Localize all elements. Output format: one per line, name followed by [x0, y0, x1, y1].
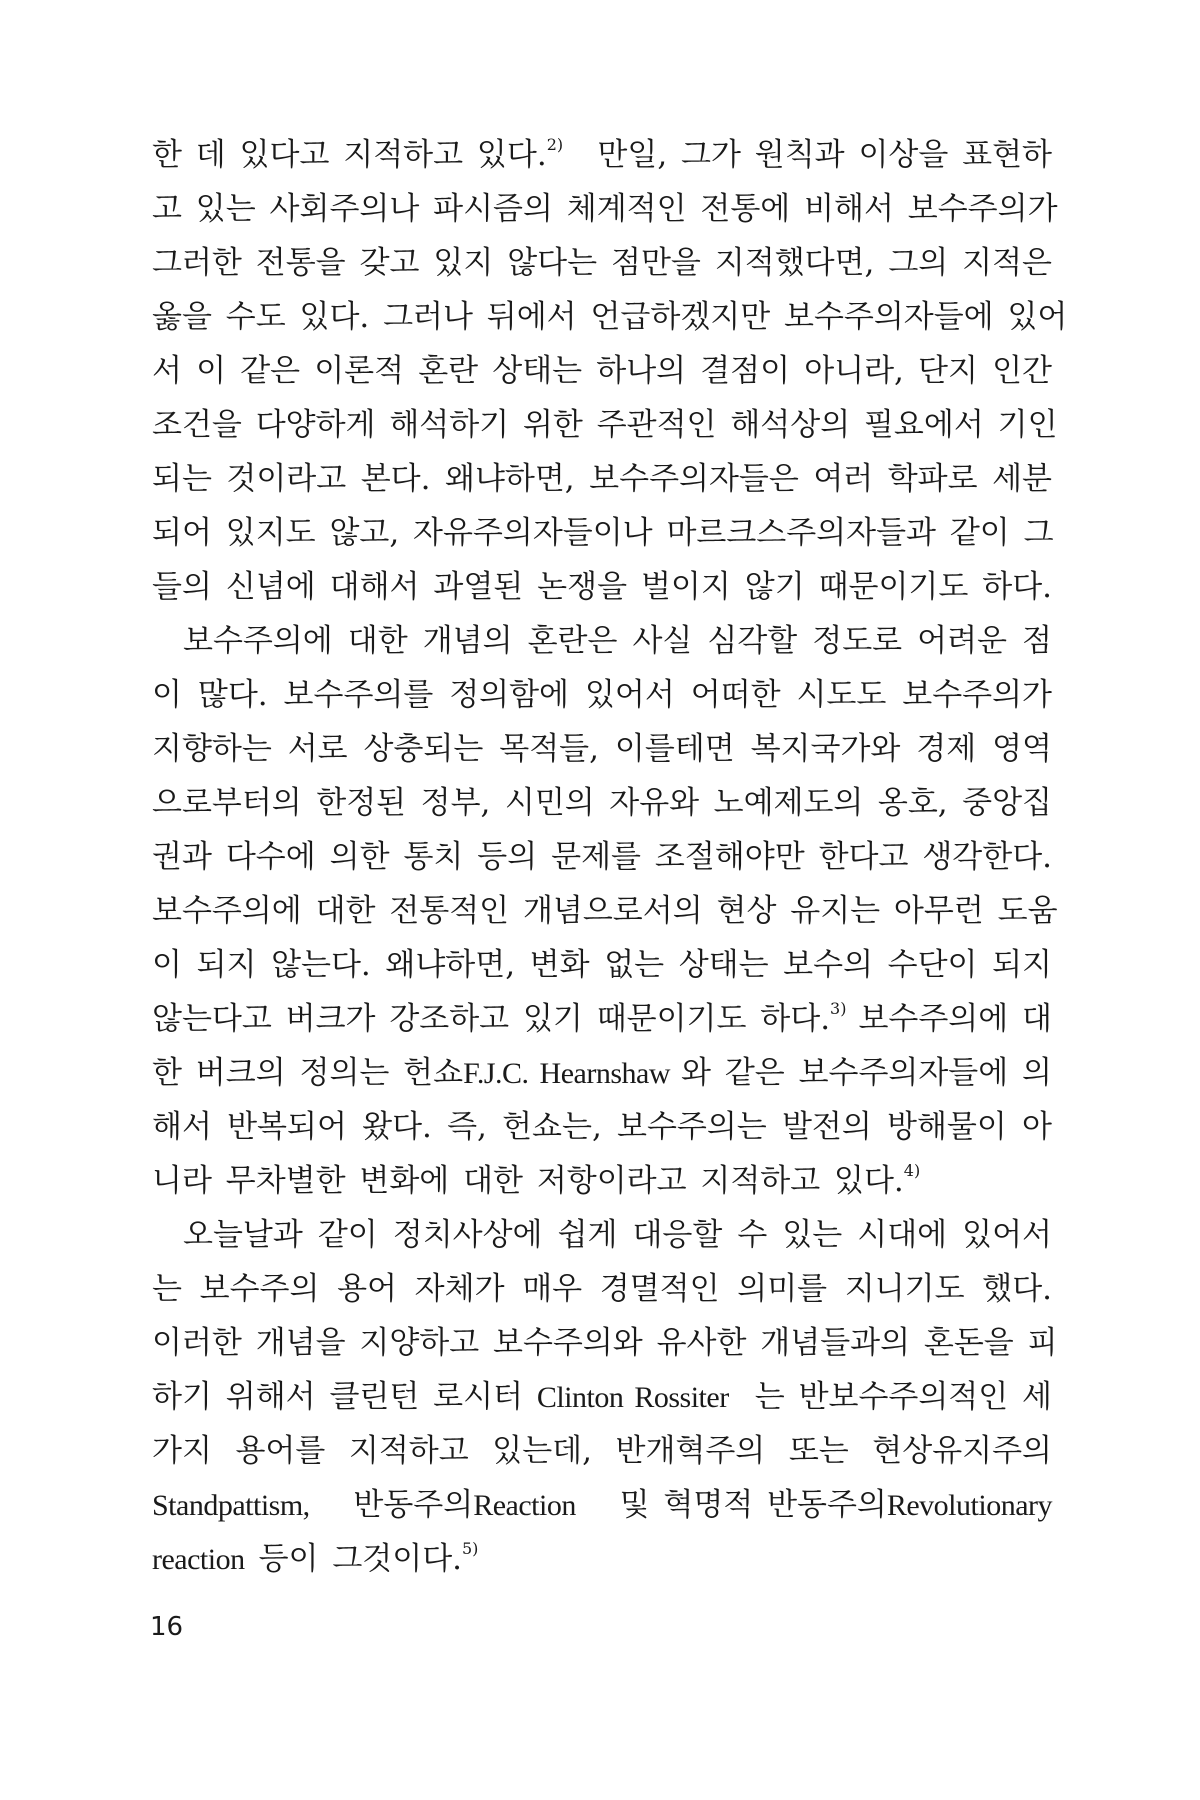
- text-line: 이러한 개념을 지양하고 보수주의와 유사한 개념들과의 혼돈을 피: [152, 1325, 1058, 1361]
- text-line: 으로부터의 한정된 정부, 시민의 자유와 노예제도의 옹호, 중앙집: [152, 785, 1052, 821]
- text-line: [152, 1532, 1052, 1586]
- text-line: 서 이 같은 이론적 혼란 상태는 하나의 결점이 아니라, 단지 인간: [152, 353, 1052, 389]
- text-line: 권과 다수에 의한 통치 등의 문제를 조절해야만 한다고 생각한다.: [152, 839, 1052, 875]
- text-line: 옳을 수도 있다. 그러나 뒤에서 언급하겠지만 보수주의자들에 있어: [152, 299, 1068, 335]
- text-fragment: 하기 위해서 클린턴 로시터: [152, 1379, 523, 1415]
- text-span: [259, 1532, 479, 1586]
- text-span: 와 같은 보수주의자들에 의: [681, 1055, 1052, 1091]
- text-span: [152, 1370, 729, 1425]
- text-fragment: 한 버크의 정의는 헌쇼: [152, 1055, 464, 1091]
- text-line: [152, 1046, 1052, 1100]
- text-line: 들의 신념에 대해서 과열된 논쟁을 벌이지 않기 때문이기도 하다.: [152, 569, 1052, 605]
- text-line: 이 많다. 보수주의를 정의함에 있어서 어떠한 시도도 보수주의가: [152, 677, 1052, 713]
- text-fragment: 않는다고 버크가 강조하고 있기 때문이기도 하다.: [152, 1001, 831, 1037]
- latin-name: F.J.C. Hearnshaw: [463, 1057, 670, 1090]
- latin-name: Clinton Rossiter: [536, 1381, 729, 1414]
- text-line: 되어 있지도 않고, 자유주의자들이나 마르크스주의자들과 같이 그: [152, 515, 1054, 551]
- text-span: [152, 1046, 670, 1101]
- text-fragment: 반동주의: [353, 1487, 474, 1523]
- text-line: 보수주의에 대한 개념의 혼란은 사실 심각할 정도로 어려운 점: [183, 623, 1052, 659]
- text-line: 이 되지 않는다. 왜냐하면, 변화 없는 상태는 보수의 수단이 되지: [152, 947, 1052, 983]
- text-line: 그러한 전통을 갖고 있지 않다는 점만을 지적했다면, 그의 지적은: [152, 245, 1052, 281]
- text-fragment: 등이 그것이다.: [258, 1541, 462, 1577]
- text-line: 되는 것이라고 본다. 왜냐하면, 보수주의자들은 여러 학파로 세분: [152, 461, 1052, 497]
- latin-term: Reaction: [473, 1489, 576, 1522]
- text-span: [152, 128, 563, 182]
- footnote-marker: 4): [903, 1160, 921, 1180]
- text-line: 고 있는 사회주의나 파시즘의 체계적인 전통에 비해서 보수주의가: [152, 191, 1058, 227]
- footnote-marker: 2): [546, 134, 564, 154]
- text-span: [152, 992, 846, 1046]
- text-line: 는 보수주의 용어 자체가 매우 경멸적인 의미를 지니기도 했다.: [152, 1271, 1052, 1307]
- text-line: 지향하는 서로 상충되는 목적들, 이를테면 복지국가와 경제 영역: [152, 731, 1052, 767]
- text-line: 조건을 다양하게 해석하기 위한 주관적인 해석상의 필요에서 기인: [152, 407, 1058, 443]
- text-line: 보수주의에 대한 전통적인 개념으로서의 현상 유지는 아무런 도움: [152, 893, 1058, 929]
- text-span: 만일, 그가 원칙과 이상을 표현하: [597, 137, 1052, 173]
- text-line: 가지 용어를 지적하고 있는데, 반개혁주의 또는 현상유지주의: [152, 1433, 1052, 1469]
- text-fragment: 한 데 있다고 지적하고 있다.: [152, 137, 547, 173]
- footnote-marker: 3): [830, 998, 847, 1018]
- text-span: 는 반보수주의적인 세: [754, 1379, 1052, 1415]
- latin-term: Standpattism,: [152, 1489, 310, 1522]
- text-line: 오늘날과 같이 정치사상에 쉽게 대응할 수 있는 시대에 있어서: [183, 1217, 1052, 1253]
- latin-term: Revolutionary: [886, 1489, 1052, 1522]
- text-fragment: 및 혁명적 반동주의: [619, 1487, 887, 1523]
- latin-term: reaction: [152, 1543, 245, 1576]
- text-line: [152, 1370, 1052, 1424]
- text-fragment: 니라 무차별한 변화에 대한 저항이라고 지적하고 있다.: [152, 1163, 904, 1199]
- text-line: 해서 반복되어 왔다. 즉, 헌쇼는, 보수주의는 발전의 방해물이 아: [152, 1109, 1052, 1145]
- text-line: [152, 1154, 1052, 1208]
- text-span: [620, 1478, 1052, 1533]
- text-span: 보수주의에 대: [858, 1001, 1052, 1037]
- text-line: [152, 992, 1052, 1046]
- footnote-marker: 5): [462, 1538, 479, 1558]
- text-line: [152, 128, 1052, 182]
- page-number: 16: [150, 1612, 184, 1642]
- body-text: [152, 128, 1068, 1586]
- text-line: [152, 1478, 1052, 1532]
- text-span: [353, 1478, 575, 1533]
